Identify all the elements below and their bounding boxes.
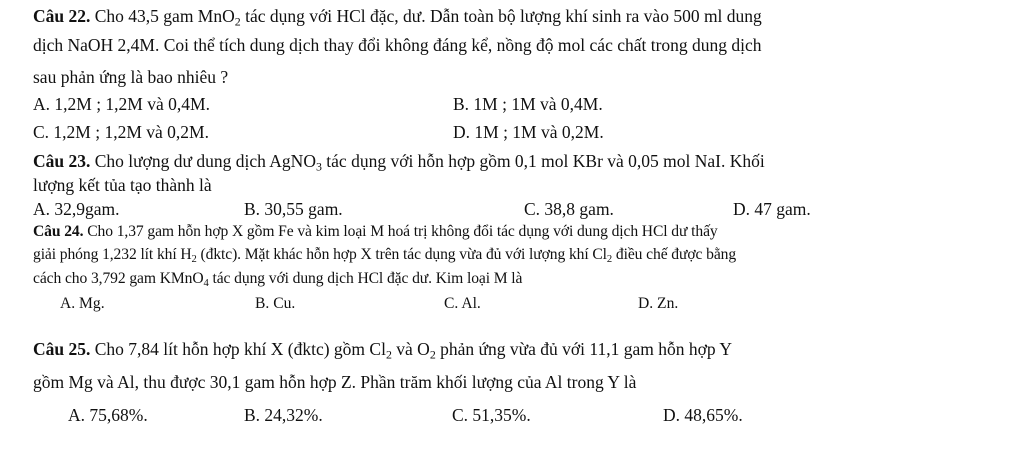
- q24-option-b[interactable]: B. Cu.: [255, 295, 296, 312]
- q25-option-d[interactable]: D. 48,65%.: [663, 405, 743, 425]
- q24-text-2b: (đktc). Mặt khác hỗn hợp X trên tác dụng vừa đủ với lượng khí Cl: [196, 246, 607, 263]
- q24-option-a[interactable]: A. Mg.: [60, 295, 105, 312]
- q25-sub-cl2: 2: [385, 347, 392, 362]
- q24-option-c[interactable]: C. Al.: [444, 295, 481, 312]
- q25-sub-o2: 2: [429, 347, 436, 362]
- q24-text-1: Cho 1,37 gam hỗn hợp X gồm Fe và kim loại M hoá trị không đổi tác dụng với dung dịch HCl dư thấy: [83, 223, 718, 240]
- q24-text-3a: cách cho 3,792 gam KMnO: [33, 270, 204, 287]
- q23-text-1b: tác dụng với hỗn hợp gồm 0,1 mol KBr và 0,05 mol NaI. Khối: [321, 151, 765, 171]
- q24-option-d[interactable]: D. Zn.: [638, 295, 679, 312]
- q24-line-2: [33, 244, 736, 266]
- q24-line-3: [33, 268, 522, 290]
- q23-line-1: [33, 150, 765, 172]
- q25-number: Câu 25.: [33, 339, 91, 359]
- q24-text-2c: điều chế được bằng: [612, 246, 737, 263]
- q25-text-1a: Cho 7,84 lít hỗn hợp khí X (đktc) gồm Cl: [90, 339, 386, 359]
- q23-option-c[interactable]: C. 38,8 gam.: [524, 199, 614, 219]
- q23-option-a[interactable]: A. 32,9gam.: [33, 199, 120, 219]
- q22-line-1: [33, 5, 762, 27]
- q22-option-d[interactable]: D. 1M ; 1M và 0,2M.: [453, 122, 604, 142]
- q25-line-1: [33, 338, 732, 360]
- q25-text-1c: phản ứng vừa đủ với 11,1 gam hỗn hợp Y: [435, 339, 732, 359]
- q24-sub-kmno4: 4: [203, 278, 209, 290]
- q24-line-1: [33, 221, 718, 243]
- q25-option-c[interactable]: C. 51,35%.: [452, 405, 531, 425]
- q25-text-1b: và O: [391, 339, 430, 359]
- q24-sub-h2: 2: [191, 254, 197, 266]
- q24-text-2a: giải phóng 1,232 lít khí H: [33, 246, 192, 263]
- q23-text-1a: Cho lượng dư dung dịch AgNO: [90, 151, 316, 171]
- q22-line-2: dịch NaOH 2,4M. Coi thể tích dung dịch thay đổi không đáng kể, nồng độ mol các chất trong dung dịch: [33, 35, 762, 55]
- q23-option-d[interactable]: D. 47 gam.: [733, 199, 811, 219]
- q22-sub: 2: [234, 14, 241, 29]
- q22-option-b[interactable]: B. 1M ; 1M và 0,4M.: [453, 94, 603, 114]
- q23-option-b[interactable]: B. 30,55 gam.: [244, 199, 343, 219]
- q24-number: Câu 24.: [33, 223, 84, 240]
- q22-number: Câu 22.: [33, 6, 91, 26]
- q23-line-2: lượng kết tủa tạo thành là: [33, 175, 212, 195]
- q24-text-3b: tác dụng với dung dịch HCl đặc dư. Kim loại M là: [208, 270, 523, 287]
- q24-sub-cl2: 2: [606, 254, 613, 266]
- q25-line-2: gồm Mg và Al, thu được 30,1 gam hỗn hợp Z. Phần trăm khối lượng của Al trong Y là: [33, 372, 637, 392]
- q22-option-c[interactable]: C. 1,2M ; 1,2M và 0,2M.: [33, 122, 209, 142]
- q22-text-1b: tác dụng với HCl đặc, dư. Dẫn toàn bộ lượng khí sinh ra vào 500 ml dung: [240, 6, 762, 26]
- q22-line-3: sau phản ứng là bao nhiêu ?: [33, 67, 229, 87]
- q22-text-1a: Cho 43,5 gam MnO: [90, 6, 235, 26]
- q23-number: Câu 23.: [33, 151, 91, 171]
- q22-option-a[interactable]: A. 1,2M ; 1,2M và 0,4M.: [33, 94, 210, 114]
- q23-sub: 3: [315, 159, 322, 174]
- q25-option-a[interactable]: A. 75,68%.: [68, 405, 148, 425]
- q25-option-b[interactable]: B. 24,32%.: [244, 405, 323, 425]
